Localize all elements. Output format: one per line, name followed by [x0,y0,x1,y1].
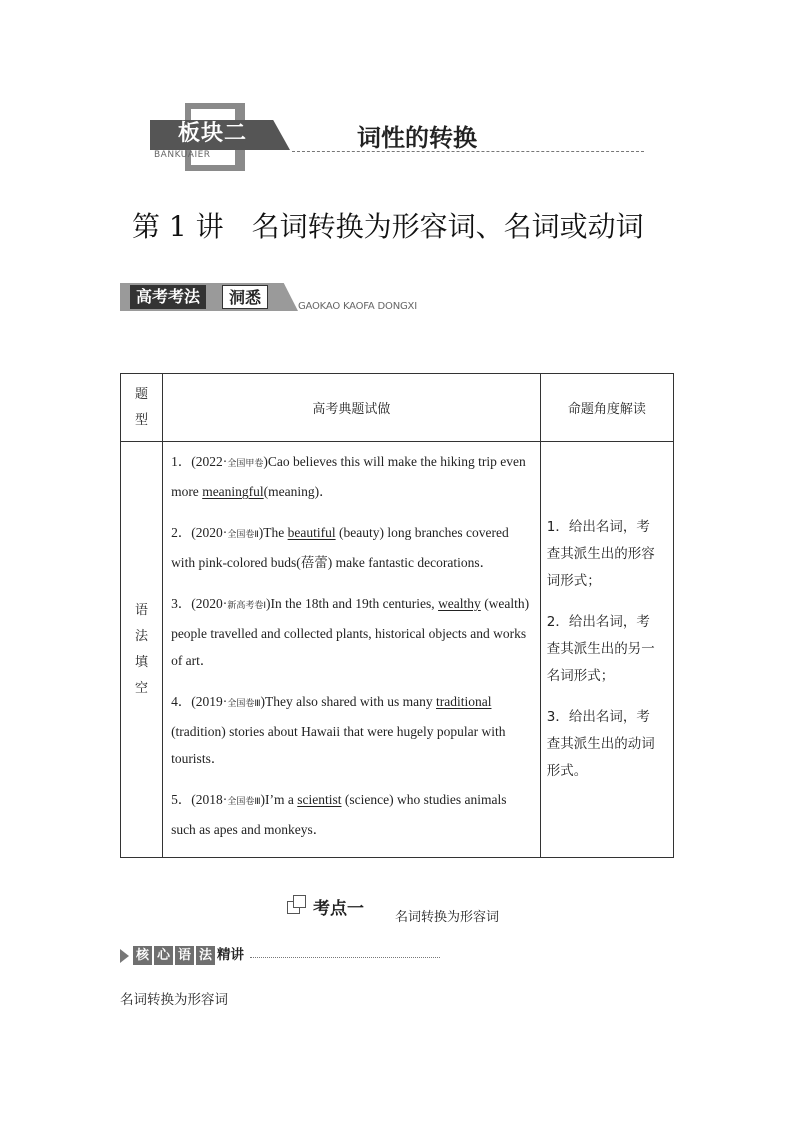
table-row [121,442,674,858]
answer-blank: traditional [436,694,492,709]
badge-part-a: 高考考法 [130,285,206,309]
exam-table [120,373,674,858]
answer-blank: wealthy [438,596,481,611]
questions-cell [163,442,541,858]
core-grammar-label: 精讲 [217,947,244,963]
question-item: 1．(2022·全国甲卷)Cao believes this will make the hiking trip even more meaningful(meaning)． [171,454,526,499]
header-type [121,374,163,442]
question-item: 4．(2019·全国卷Ⅲ)They also shared with us many traditional (tradition) stories about Hawaii that were hugely popular with tourists． [171,694,506,766]
badge-part-b: 洞悉 [222,285,268,309]
section-label: 板块二 [178,121,248,146]
section-title: 词性的转换 [357,124,477,152]
question-source: 新高考卷Ⅰ [227,601,266,611]
question-type-cell [121,442,163,858]
section-divider [292,151,644,152]
triangle-right-icon [120,949,129,963]
core-grammar-chip: 语 [175,946,194,965]
question-source: 全国甲卷 [227,459,264,469]
angle-item: 3．给出名词，考查其派生出的动词形式。 [546,709,655,779]
header-angle: 命题角度解读 [540,374,673,442]
angle-item: 2．给出名词，考查其派生出的另一名词形式； [546,614,655,684]
question-item: 2．(2020·全国卷Ⅱ)The beautiful (beauty) long branches covered with pink-colored buds(蓓蕾) make fantastic decorations． [171,525,509,570]
type-char: 空 [135,680,149,696]
type-char: 语 [135,602,149,618]
body-text: 名词转换为形容词 [120,992,228,1008]
overlap-squares-icon [293,895,306,908]
table-header-row [121,374,674,442]
type-char: 填 [135,654,149,670]
badge-pinyin: GAOKAO KAOFA DONGXI [298,301,417,312]
header-type-char: 题 [135,386,149,402]
header-questions: 高考典题试做 [163,374,541,442]
section-pinyin: BANKUAIER [154,150,211,160]
core-grammar-chip: 核 [133,946,152,965]
question-source: 全国卷Ⅲ [227,699,261,709]
answer-blank: beautiful [287,525,336,540]
question-source: 全国卷Ⅱ [227,530,259,540]
question-item: 5．(2018·全国卷Ⅲ)I’m a scientist (science) who studies animals such as apes and monkeys． [171,792,507,837]
question-source: 全国卷Ⅲ [227,797,261,807]
core-grammar-chip: 心 [154,946,173,965]
header-type-char: 型 [135,412,149,428]
angle-item: 1．给出名词，考查其派生出的形容词形式； [546,519,655,589]
answer-blank: meaningful [202,484,264,499]
kaodian-title: 考点一 [313,899,364,919]
answer-blank: scientist [297,792,342,807]
kaodian-subtitle: 名词转换为形容词 [395,910,500,925]
core-grammar-divider [250,957,440,958]
type-char: 法 [135,628,149,644]
question-item: 3．(2020·新高考卷Ⅰ)In the 18th and 19th centuries, wealthy (wealth) people travelled and collected plants, historical objects and works of art． [171,596,530,668]
angles-cell [540,442,673,858]
core-grammar-chip: 法 [196,946,215,965]
lesson-title: 第 1 讲 名词转换为形容词、名词或动词 [132,210,644,243]
